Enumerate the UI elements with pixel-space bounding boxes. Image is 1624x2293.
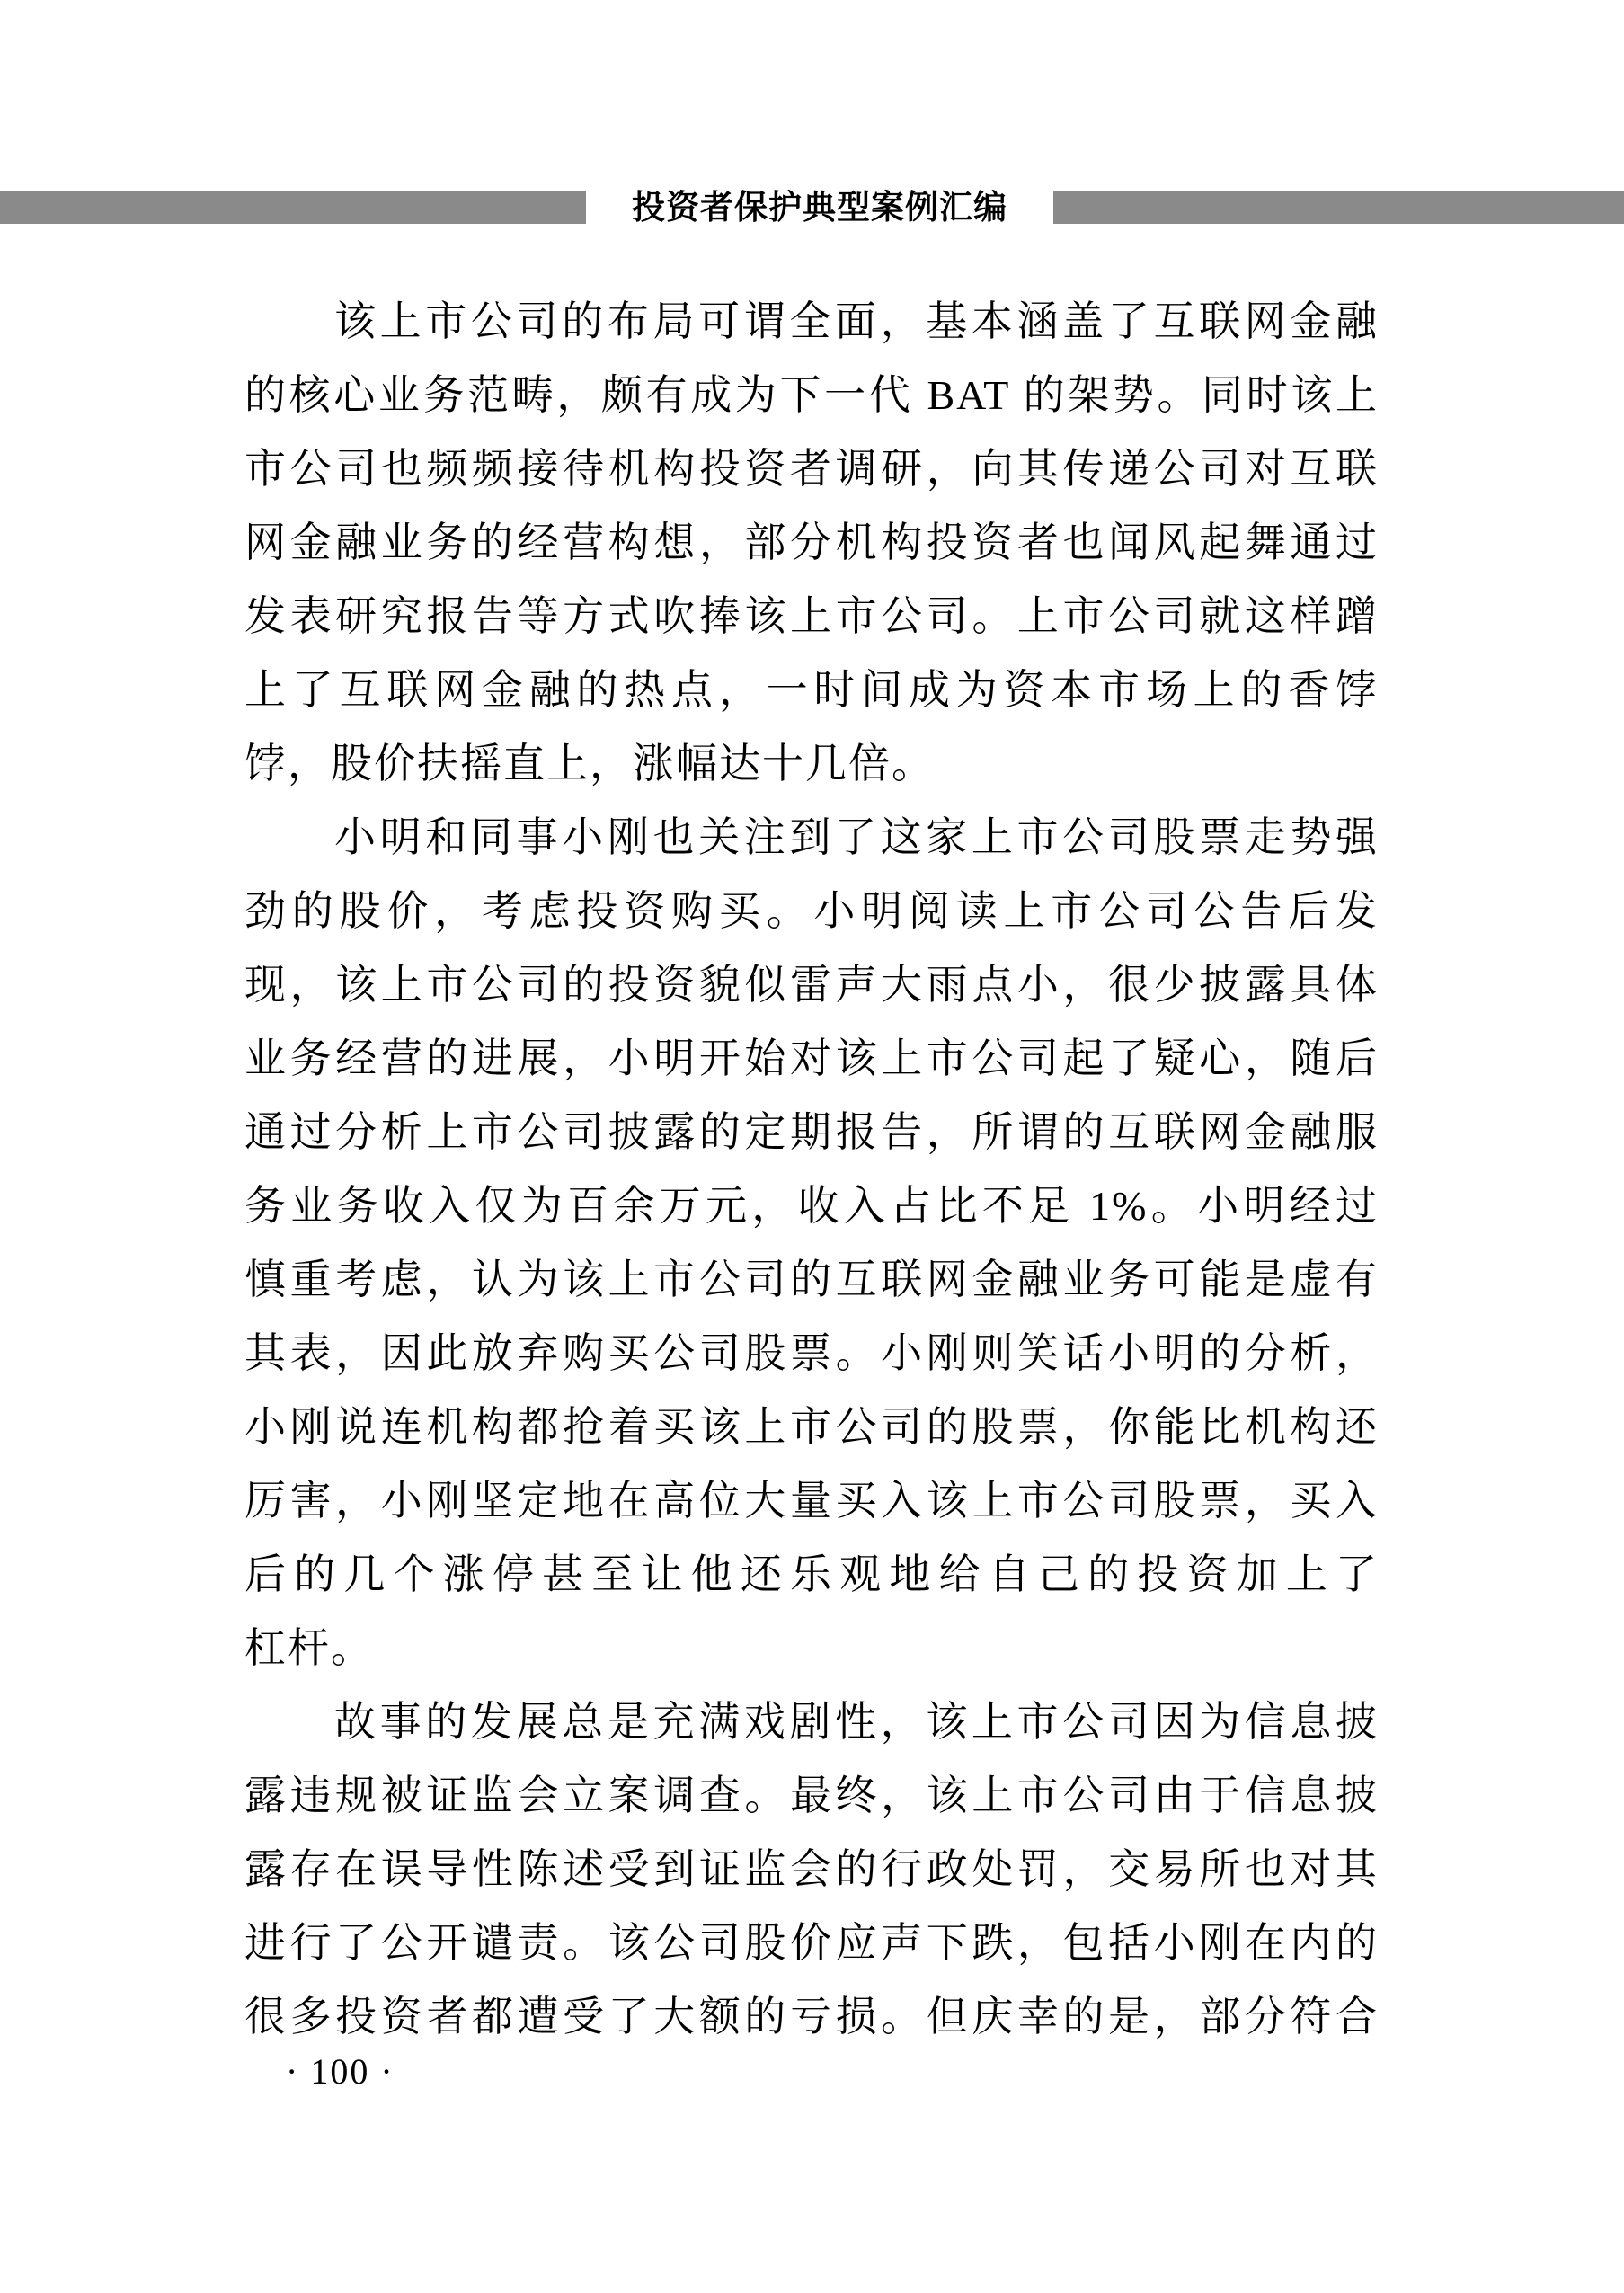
text-line: 慎重考虑，认为该上市公司的互联网金融业务可能是虚有 bbox=[244, 1257, 1379, 1302]
text-line: 饽，股价扶摇直上，涨幅达十几倍。 bbox=[244, 741, 935, 787]
text-line: 该上市公司的布局可谓全面，基本涵盖了互联网金融 bbox=[334, 298, 1379, 344]
text-line: 露存在误导性陈述受到证监会的行政处罚，交易所也对其 bbox=[244, 1846, 1379, 1892]
text-line: 其表，因此放弃购买公司股票。小刚则笑话小明的分析， bbox=[244, 1330, 1379, 1376]
text-line: 后的几个涨停甚至让他还乐观地给自己的投资加上了 bbox=[244, 1551, 1379, 1597]
text-line: 上了互联网金融的热点，一时间成为资本市场上的香饽 bbox=[244, 667, 1379, 713]
text-line: 杠杆。 bbox=[244, 1625, 374, 1671]
text-line: 小刚说连机构都抢着买该上市公司的股票，你能比机构还 bbox=[244, 1404, 1379, 1450]
text-line: 劲的股价，考虑投资购买。小明阅读上市公司公告后发 bbox=[244, 888, 1379, 934]
text-line: 发表研究报告等方式吹捧该上市公司。上市公司就这样蹭 bbox=[244, 593, 1379, 639]
text-line: 现，该上市公司的投资貌似雷声大雨点小，很少披露具体 bbox=[244, 962, 1379, 1008]
header-bar-right bbox=[1053, 191, 1624, 224]
page-header-title: 投资者保护典型案例汇编 bbox=[632, 189, 1007, 226]
text-line: 务业务收入仅为百余万元，收入占比不足 1%。小明经过 bbox=[244, 1183, 1379, 1229]
text-line: 网金融业务的经营构想，部分机构投资者也闻风起舞通过 bbox=[244, 520, 1379, 565]
paragraph bbox=[244, 801, 1379, 1685]
page-footer bbox=[286, 2050, 395, 2093]
text-line: 市公司也频频接待机构投资者调研，向其传递公司对互联 bbox=[244, 446, 1379, 492]
text-line: 小明和同事小刚也关注到了这家上市公司股票走势强 bbox=[334, 814, 1379, 860]
text-line: 进行了公开谴责。该公司股价应声下跌，包括小刚在内的 bbox=[244, 1920, 1379, 1966]
text-line: 露违规被证监会立案调查。最终，该上市公司由于信息披 bbox=[244, 1773, 1379, 1818]
text-line: 很多投资者都遭受了大额的亏损。但庆幸的是，部分符合 bbox=[244, 1994, 1379, 2040]
paragraph bbox=[244, 285, 1379, 801]
text-line: 故事的发展总是充满戏剧性，该上市公司因为信息披 bbox=[334, 1699, 1379, 1745]
page-header bbox=[0, 191, 1624, 224]
text-line: 业务经营的进展，小明开始对该上市公司起了疑心，随后 bbox=[244, 1035, 1379, 1081]
text-line: 的核心业务范畴，颇有成为下一代 BAT 的架势。同时该上 bbox=[244, 372, 1379, 418]
page-number: · 100 · bbox=[286, 2051, 395, 2092]
text-line: 通过分析上市公司披露的定期报告，所谓的互联网金融服 bbox=[244, 1109, 1379, 1155]
body-text bbox=[244, 285, 1379, 2054]
header-bar-left bbox=[0, 191, 586, 224]
paragraph bbox=[244, 1685, 1379, 2054]
text-line: 厉害，小刚坚定地在高位大量买入该上市公司股票，买入 bbox=[244, 1478, 1379, 1524]
